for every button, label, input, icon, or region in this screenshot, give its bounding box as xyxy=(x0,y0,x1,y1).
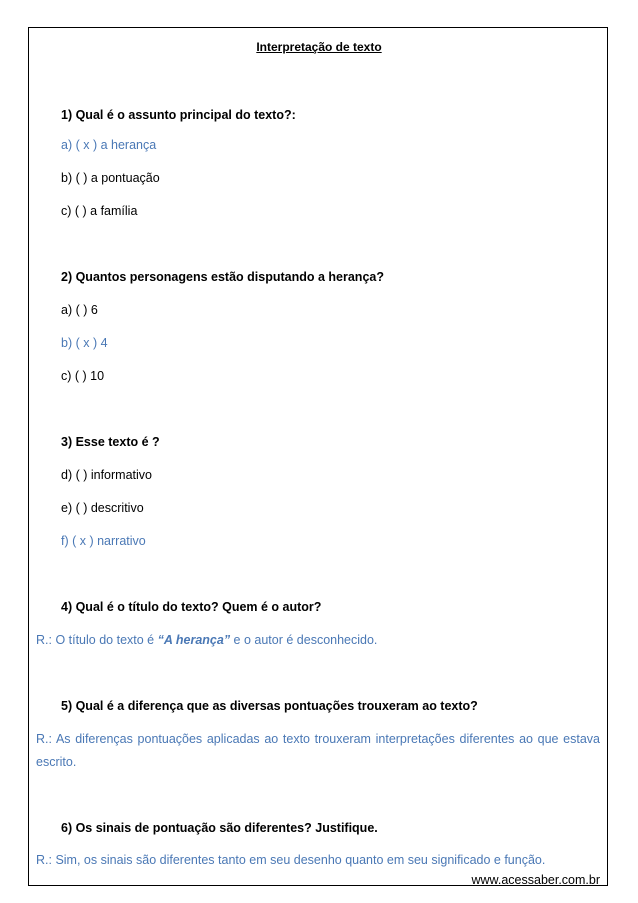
q4-answer-prefix: R.: O título do texto é xyxy=(36,633,158,647)
q2-option-b: b) ( x ) 4 xyxy=(61,336,108,350)
q2-option-c: c) ( ) 10 xyxy=(61,369,105,383)
question-1: 1) Qual é o assunto principal do texto?: xyxy=(61,108,296,122)
q2-option-a: a) ( ) 6 xyxy=(61,303,98,317)
q3-option-e: e) ( ) descritivo xyxy=(61,501,144,515)
q1-option-b: b) ( ) a pontuação xyxy=(61,171,160,185)
page-title: Interpretação de texto xyxy=(256,40,382,54)
q4-answer xyxy=(36,633,377,648)
q1-option-a: a) ( x ) a herança xyxy=(61,138,157,152)
q4-answer-title: “A herança” xyxy=(157,633,231,647)
question-5: 5) Qual é a diferença que as diversas pontuações trouxeram ao texto? xyxy=(61,699,478,713)
q4-answer-suffix: e o autor é desconhecido. xyxy=(230,633,378,647)
question-3: 3) Esse texto é ? xyxy=(61,435,160,449)
q1-option-c: c) ( ) a família xyxy=(61,204,138,218)
q6-answer: R.: Sim, os sinais são diferentes tanto em seu desenho quanto em seu significado e função. xyxy=(36,853,546,867)
question-2: 2) Quantos personagens estão disputando a herança? xyxy=(61,270,384,284)
q3-option-f: f) ( x ) narrativo xyxy=(61,534,146,548)
q3-option-d: d) ( ) informativo xyxy=(61,468,152,482)
question-6: 6) Os sinais de pontuação são diferentes? Justifique. xyxy=(61,821,378,835)
q5-answer: R.: As diferenças pontuações aplicadas ao texto trouxeram interpretações diferentes ao que estava escrito. xyxy=(36,732,600,769)
footer-website: www.acessaber.com.br xyxy=(471,873,600,887)
question-4: 4) Qual é o título do texto? Quem é o autor? xyxy=(61,600,322,614)
